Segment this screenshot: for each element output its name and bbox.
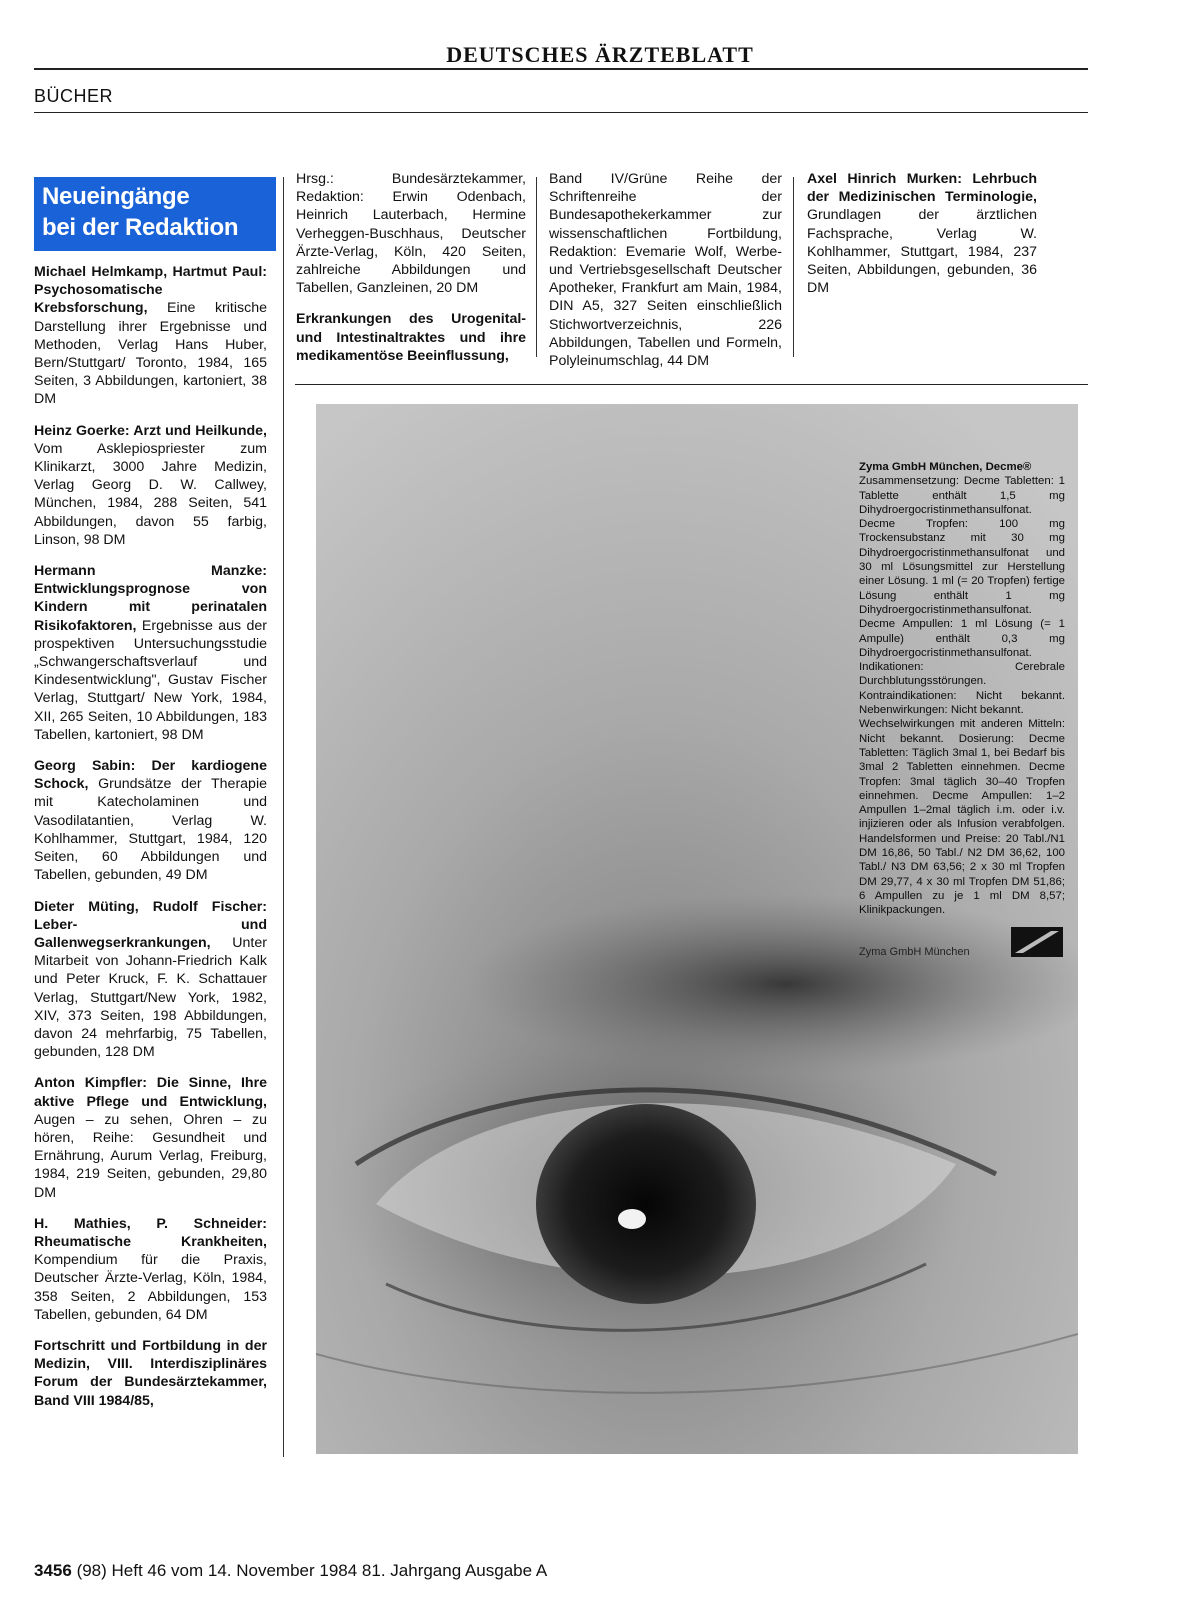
column-divider (536, 177, 537, 357)
book-entry (34, 1337, 267, 1410)
issue-info: (98) Heft 46 vom 14. November 1984 81. Jahrgang Ausgabe A (76, 1561, 548, 1580)
entry-details: Band IV/Grüne Reihe der Schriftenreihe der Bundesapothekerkammer zur wissenschaftlichen Fortbildung, Redaktion: Evemarie Wolf, Werbe- und Vertriebsgesellschaft Deutscher Apotheker, Frankfurt am Main, 1984, DIN A5, 327 Seiten einschließlich Stichwortverzeichnis, 226 Abbildungen, Tabellen und Formeln, Polyleinumschlag, 44 DM (549, 171, 782, 370)
entry-title: Anton Kimpfler: Die Sinne, Ihre aktive Pflege und Entwicklung, (34, 1075, 267, 1110)
entry-title: Heinz Goerke: Arzt und Heilkunde, (34, 422, 267, 439)
advertisement-eye-photo (316, 404, 1078, 1454)
entry-title: Georg Sabin: Der kardiogene Schock, (34, 758, 267, 793)
advert-heading: Zyma GmbH München, Decme® (859, 461, 1032, 473)
box-line-2: bei der Redaktion (42, 214, 239, 241)
book-entry (34, 1074, 267, 1201)
masthead-rule (34, 68, 1088, 70)
book-entry (296, 310, 526, 365)
column-divider (793, 177, 794, 357)
entry-title: Fortschritt und Fortbildung in der Medizin, VIII. Interdisziplinäres Forum der Bundesärztekammer, Band VIII 1984/85, (34, 1337, 267, 1409)
book-entry (34, 562, 267, 744)
new-arrivals-box (34, 177, 276, 251)
book-entry (34, 1215, 267, 1324)
masthead: DEUTSCHES ÄRZTEBLATT (446, 42, 754, 67)
book-entry (34, 422, 267, 549)
entry-details: Unter Mitarbeit von Johann-Friedrich Kalk und Peter Kruck, F. K. Schattauer Verlag, Stuttgart/New York, 1982, XIV, 373 Seiten, 198 Abbildungen, davon 24 mehrfarbig, 75 Tabellen, gebunden, 128 DM (34, 934, 267, 1061)
column-divider (283, 177, 284, 1457)
entry-details: Grundlagen der ärztlichen Fachsprache, Verlag W. Kohlhammer, Stuttgart, 1984, 237 Seiten, Abbildungen, gebunden, 36 DM (807, 207, 1037, 297)
entry-title: Michael Helmkamp, Hartmut Paul: Psychosomatische Krebsforschung, (34, 264, 267, 317)
zyma-logo (1011, 927, 1063, 957)
entry-title: Axel Hinrich Murken: Lehrbuch der Medizinischen Terminologie, (807, 171, 1037, 206)
entry-details: Ergebnisse aus der prospektiven Untersuchungsstudie „Schwangerschaftsverlauf und Kindesentwicklung", Gustav Fischer Verlag, Stuttgart/ New York, 1984, XII, 265 Seiten, 10 Abbildungen, 183 Tabellen, kartoniert, 98 DM (34, 617, 267, 743)
book-entry-continued (296, 170, 526, 297)
advert-company: Zyma GmbH München (859, 946, 970, 958)
page-number: 3456 (34, 1561, 72, 1580)
entry-title: Erkrankungen des Urogenital- und Intestinaltraktes und ihre medikamentöse Beeinflussung, (296, 311, 526, 364)
column-2 (296, 170, 526, 378)
column-3 (549, 170, 782, 383)
page-footer (34, 1561, 547, 1581)
book-entry (34, 263, 267, 409)
entry-details: Eine kritische Darstellung ihrer Ergebnisse und Methoden, Verlag Hans Huber, Bern/Stuttgart/ Toronto, 1984, 165 Seiten, 3 Abbildungen, kartoniert, 38 DM (34, 300, 267, 408)
book-entry (34, 757, 267, 884)
entry-title: Dieter Müting, Rudolf Fischer: Leber- und Gallenwegserkrankungen, (34, 898, 267, 951)
advert-composition: Zusammensetzung: Decme Tabletten: 1 Tablette enthält 1,5 mg Dihydroergocristinmethansulfonat. Decme Tropfen: 100 mg Trockensubstanz mit 30 mg Dihydroergocristinmethansulfonat und 30 ml Lösungsmittel zur Herstellung einer Lösung. 1 ml (= 20 Tropfen) fertige Lösung enthält 1 mg Dihydroergocristinmethansulfonat. Decme Ampullen: 1 ml Lösung (= 1 Ampulle) enthält 0,3 mg Dihydroergocristinmethansulfonat. Indikationen: Cerebrale Durchblutungsstörungen. Kontraindikationen: Nicht bekannt. Nebenwirkungen: Nicht bekannt. (859, 475, 1065, 717)
book-entry-continued (549, 170, 782, 370)
column-1 (34, 263, 267, 1423)
book-entry (34, 898, 267, 1062)
advert-dosage: Wechselwirkungen mit anderen Mitteln: Nicht bekannt. Dosierung: Decme Tabletten: Täglich 3mal 1, bei Bedarf bis 3mal 2 Tabletten einnehmen. Decme Tropfen: 3mal täglich 30–40 Tropfen einnehmen. Decme Ampullen: 1–2 Ampullen 1–2mal täglich i.m. oder i.v. injizieren oder als Infusion verabfolgen. Handelsformen und Preise: 20 Tabl./N1 DM 16,86, 50 Tabl./ N2 DM 36,62, 100 Tabl./ N3 DM 63,56; 2 x 30 ml Tropfen DM 29,77, 4 x 30 ml Tropfen DM 51,86; 6 Ampullen zu je 1 ml DM 8,57; Klinikpackungen. (859, 718, 1065, 917)
entry-details: Grundsätze der Therapie mit Katecholaminen und Vasodilatantien, Verlag W. Kohlhammer, Stuttgart, 1984, 120 Seiten, 60 Abbildungen und Tabellen, gebunden, 49 DM (34, 776, 267, 884)
entry-details: Kompendium für die Praxis, Deutscher Ärzte-Verlag, Köln, 1984, 358 Seiten, 2 Abbildungen, 153 Tabellen, gebunden, 64 DM (34, 1252, 267, 1323)
entry-details: Augen – zu sehen, Ohren – zu hören, Reihe: Gesundheit und Ernährung, Aurum Verlag, Freiburg, 1984, 219 Seiten, gebunden, 29,80 DM (34, 1111, 267, 1201)
advert-separator (295, 384, 1088, 385)
section-title: BÜCHER (34, 86, 114, 106)
entry-details: Vom Asklepiospriester zum Klinikarzt, 3000 Jahre Medizin, Verlag Georg D. W. Callwey, München, 1984, 288 Seiten, 541 Abbildungen, davon 55 farbig, Linson, 98 DM (34, 440, 267, 548)
entry-title: Hermann Manzke: Entwicklungsprognose von Kindern mit perinatalen Risikofaktoren, (34, 563, 267, 634)
section-rule (34, 112, 1088, 113)
column-4 (807, 170, 1037, 310)
entry-title: H. Mathies, P. Schneider: Rheumatische Krankheiten, (34, 1215, 267, 1250)
box-line-1: Neueingänge (42, 183, 190, 210)
book-entry (807, 170, 1037, 297)
advert-text (859, 460, 1065, 918)
entry-details: Hrsg.: Bundesärztekammer, Redaktion: Erwin Odenbach, Heinrich Lauterbach, Hermine Verheggen-Buschhaus, Deutscher Ärzte-Verlag, Köln, 420 Seiten, zahlreiche Abbildungen und Tabellen, Ganzleinen, 20 DM (296, 171, 526, 297)
